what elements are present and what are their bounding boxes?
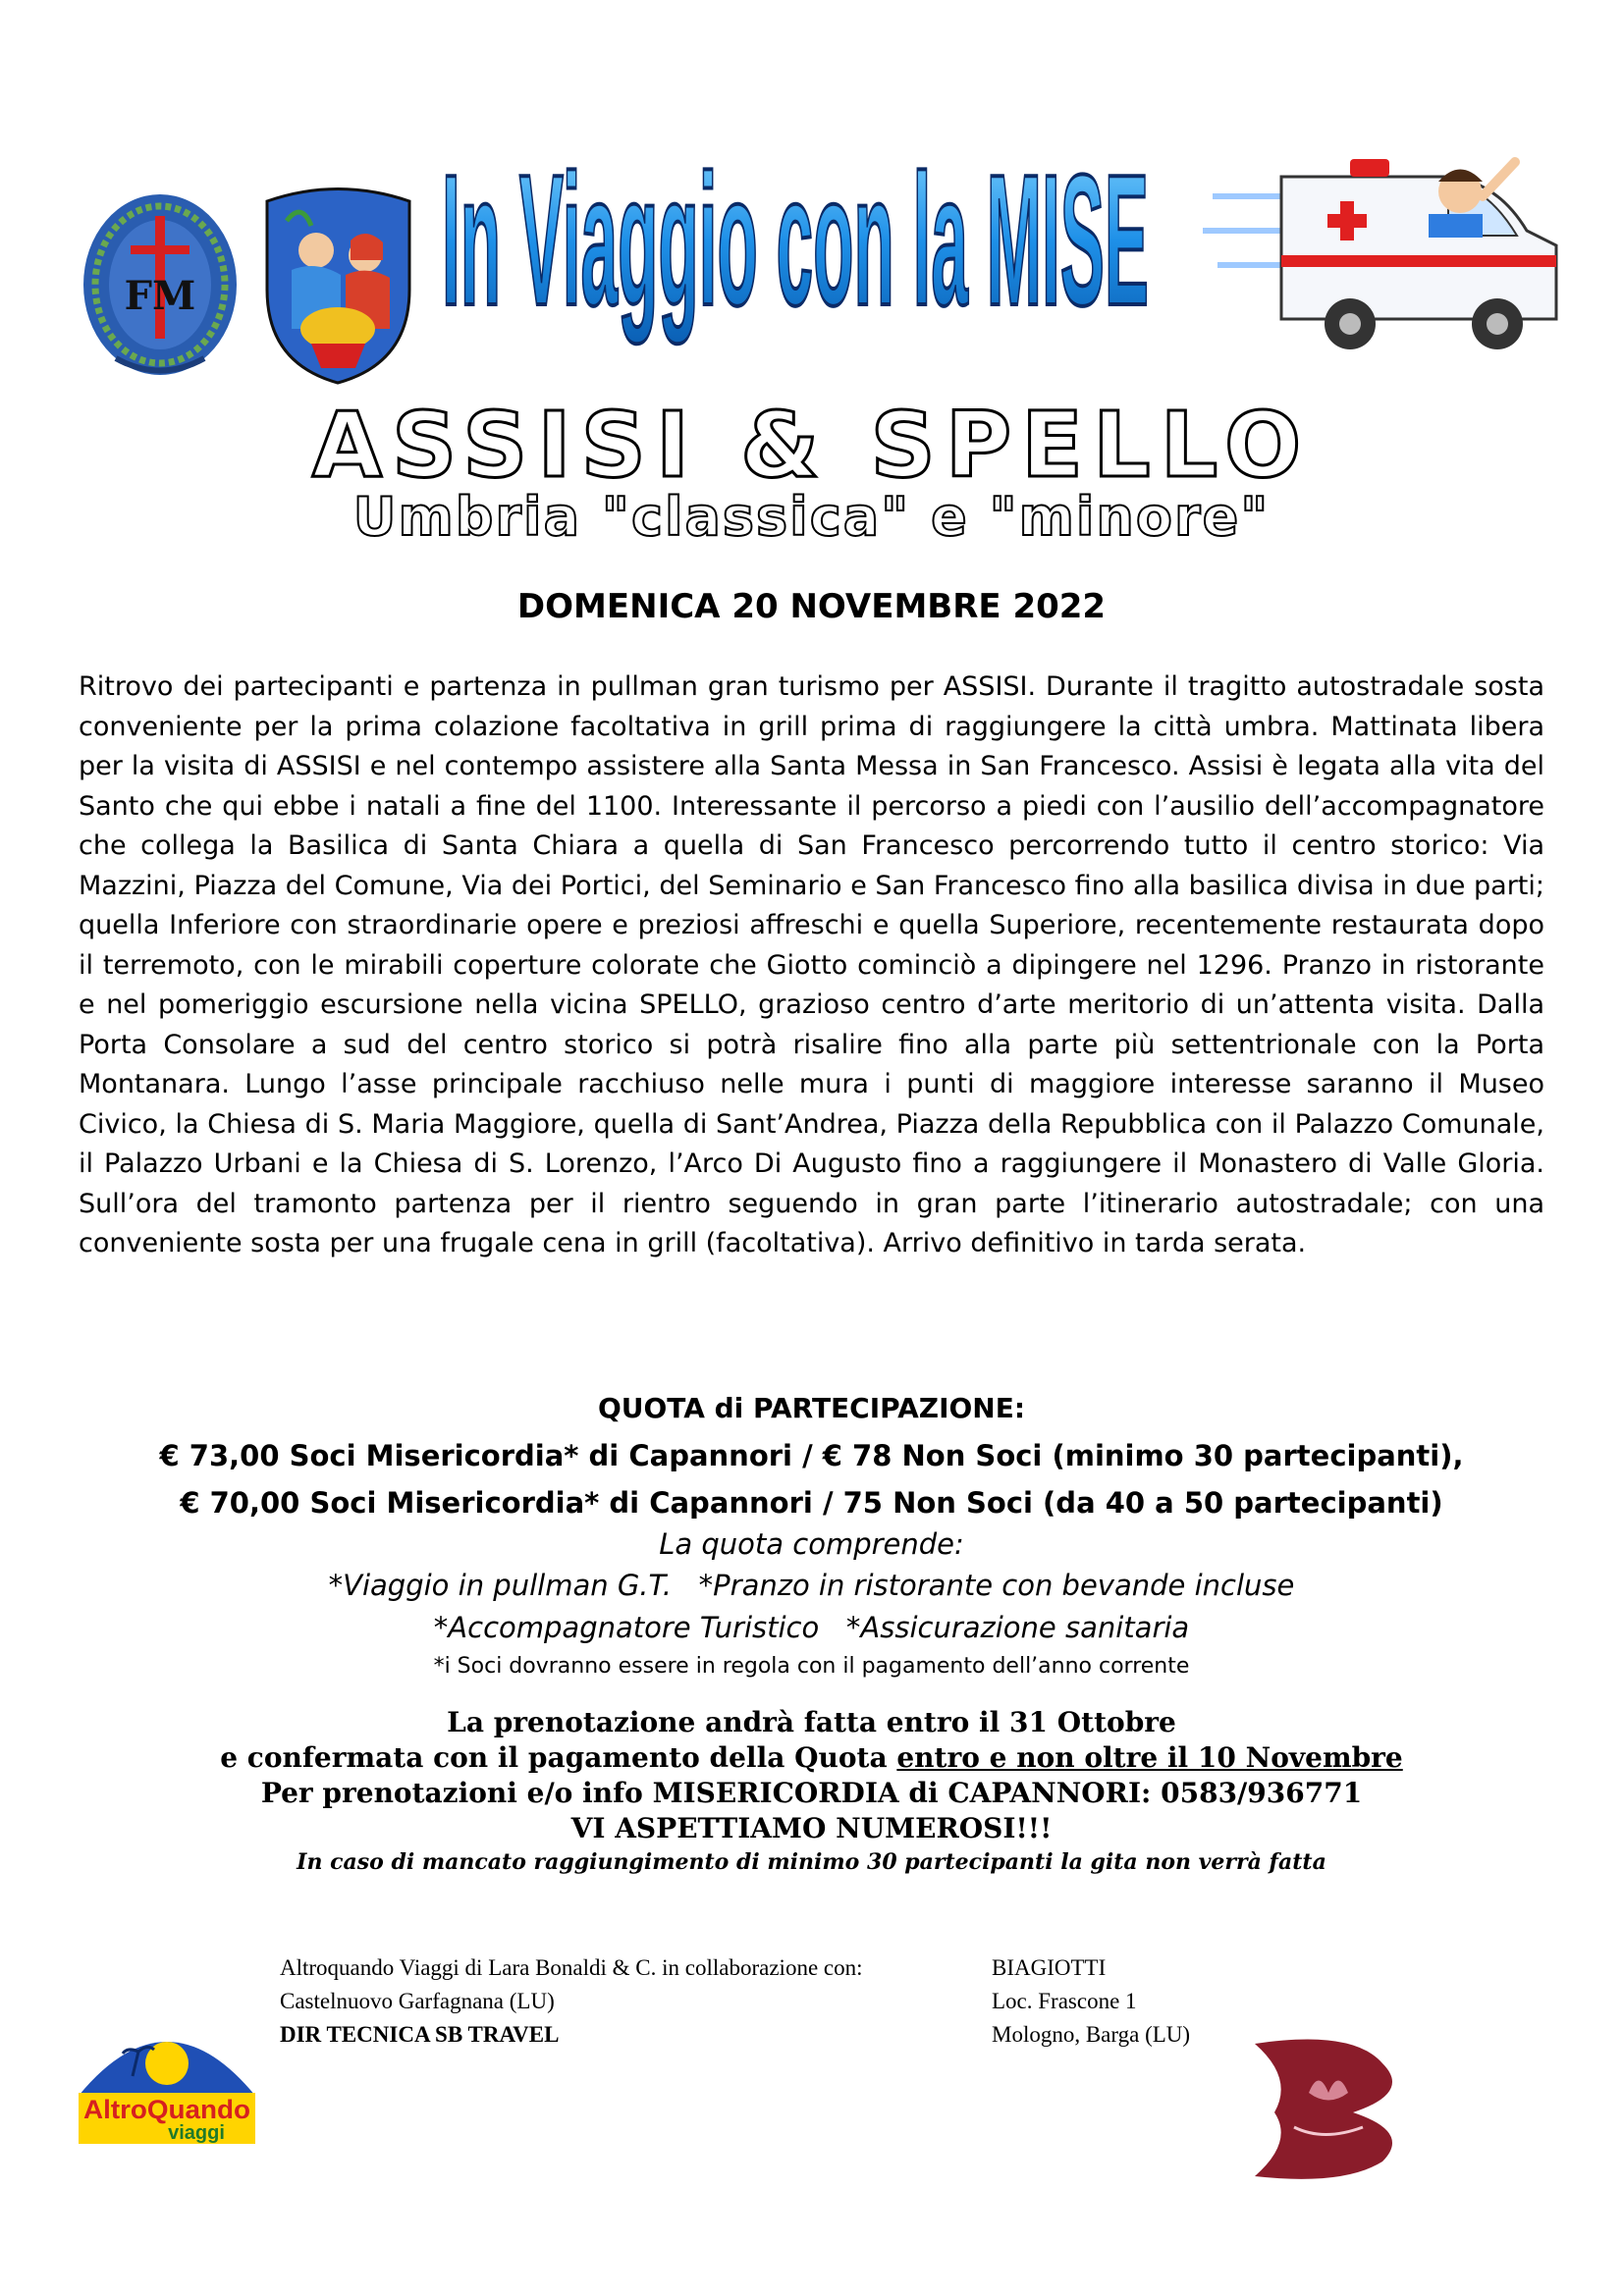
footer-partner-line-1: BIAGIOTTI — [992, 1955, 1107, 1980]
page-title: ASSISI & SPELLO — [311, 393, 1312, 498]
booking-confirmation — [0, 1741, 1623, 1774]
booking-confirmation-prefix: e confermata con il pagamento della Quota — [220, 1741, 897, 1774]
misericordia-emblem-logo — [77, 187, 243, 383]
altroquando-logo — [74, 2002, 260, 2150]
quota-heading: QUOTA di PARTECIPAZIONE: — [597, 1392, 1026, 1424]
footer-agency-line-3: DIR TECNICA SB TRAVEL — [280, 2022, 560, 2047]
membership-note: *i Soci dovranno essere in regola con il pagamento dell’anno corrente — [433, 1654, 1190, 1679]
capannori-crest-logo — [257, 182, 419, 388]
includes-line-1: *Viaggio in pullman G.T. *Pranzo in ristorante con bevande incluse — [328, 1569, 1295, 1602]
page-subtitle: Umbria "classica" e "minore" — [352, 486, 1271, 548]
includes-line-2: *Accompagnatore Turistico *Assicurazione sanitaria — [433, 1611, 1190, 1644]
footer-partner-line-2: Loc. Frascone 1 — [992, 1989, 1137, 2013]
booking-contact: Per prenotazioni e/o info MISERICORDIA di CAPANNORI: 0583/936771 — [260, 1777, 1363, 1809]
quota-price-line-1: € 73,00 Soci Misericordia* di Capannori / € 78 Non Soci (minimo 30 partecipanti), — [159, 1439, 1464, 1472]
altroquando-logo-subtext: viaggi — [168, 2122, 225, 2144]
biagiotti-logo — [1235, 2034, 1422, 2181]
booking-invitation: VI ASPETTIAMO NUMEROSI!!! — [570, 1812, 1053, 1844]
altroquando-logo-text: AltroQuando — [83, 2095, 250, 2124]
footer-partner — [992, 1951, 1190, 2052]
footer-partner-line-3: Mologno, Barga (LU) — [992, 2022, 1191, 2047]
footer-agency — [280, 1951, 863, 2052]
emblem-letters: FM — [124, 273, 196, 319]
footer-agency-line-2: Castelnuovo Garfagnana (LU) — [280, 1989, 555, 2013]
ambulance-illustration — [1203, 137, 1576, 363]
footer-agency-line-1: Altroquando Viaggi di Lara Bonaldi & C. in collaborazione con: — [280, 1955, 863, 1980]
booking-confirmation-deadline: entro e non oltre il 10 Novembre — [896, 1741, 1403, 1774]
itinerary-description: Ritrovo dei partecipanti e partenza in pullman gran turismo per ASSISI. Durante il tragitto autostradale sosta conveniente per la prima colazione facoltativa in grill prima di raggiungere la città umbra. Mattinata libera per la visita di ASSISI e nel contempo assistere alla Santa Messa in San Francesco. Assisi è legata alla vita del Santo che qui ebbe i natali a fine del 1100. Interessante il percorso a piedi con l’ausilio dell’accompagnatore che collega la Basilica di Santa Chiara a quella di San Francesco percorrendo tutto il centro storico: Via Mazzini, Piazza del Comune, Via dei Portici, del Seminario e San Francesco fino alla basilica divisa in due parti; quella Inferiore con straordinarie opere e preziosi affreschi e quella Superiore, recentemente restaurata dopo il terremoto, con le mirabili coperture colorate che Giotto cominciò a dipingere nel 1296. Pranzo in ristorante e nel pomeriggio escursione nella vicina SPELLO, grazioso centro d’arte meritorio di un’attenta visita. Dalla Porta Consolare a sud del centro storico si potrà risalire fino alla parte più settentrionale con la Porta Montanara. Lungo l’asse principale racchiuso nelle mura i punti di maggiore interesse saranno il Museo Civico, la Chiesa di S. Maria Maggiore, quella di Sant’Andrea, Piazza della Repubblica con il Palazzo Comunale, il Palazzo Urbani e la Chiesa di S. Lorenzo, l’Arco Di Augusto fino a raggiungere il Monastero di Valle Gloria. Sull’ora del tramonto partenza per il rientro seguendo in gran parte l’itinerario autostradale; con una conveniente sosta per una frugale cena in grill (facoltativa). Arrivo definitivo in tarda serata. — [79, 671, 1544, 1258]
wordart-title-text: In Viaggio con la MISE — [442, 136, 1149, 345]
includes-heading: La quota comprende: — [659, 1527, 964, 1561]
booking-deadline: La prenotazione andrà fatta entro il 31 Ottobre — [447, 1706, 1176, 1738]
quota-price-line-2: € 70,00 Soci Misericordia* di Capannori / 75 Non Soci (da 40 a 50 partecipanti) — [180, 1486, 1443, 1520]
wordart-title — [432, 133, 1159, 348]
minimum-participants-note: In caso di mancato raggiungimento di minimo 30 partecipanti la gita non verrà fatta — [297, 1849, 1326, 1875]
event-date: DOMENICA 20 NOVEMBRE 2022 — [516, 587, 1107, 626]
